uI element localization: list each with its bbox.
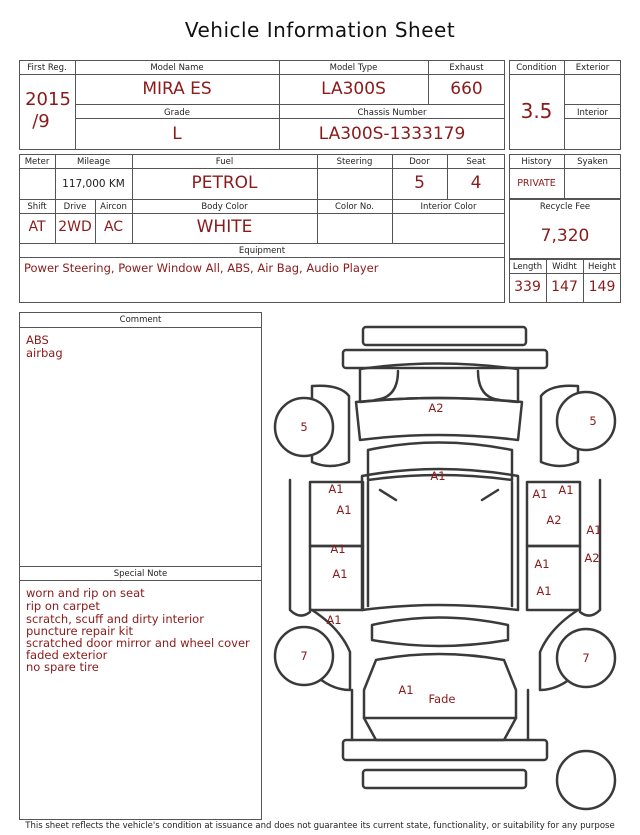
first-reg-month: /9 [32,111,50,132]
left-front-door-damage: A1 [330,542,346,556]
rear-fade-label: Fade [428,692,456,706]
left-rear-door-damage: A1 [326,613,342,627]
right-rear-door-damage-b: A1 [536,584,552,598]
seat-value: 4 [470,173,482,193]
special-note-line: puncture repair kit [26,624,134,638]
syaken-header: Syaken [577,157,608,167]
first-reg-year: 2015 [25,89,71,110]
model-name-value: MIRA ES [142,79,212,99]
disclaimer-footer: This sheet reflects the vehicle's condition at issuance and does not guarantee its current state, functionality, or suitability for any purpose [25,821,615,831]
exhaust-header: Exhaust [449,63,484,73]
exterior-header: Exterior [575,63,610,73]
body-color-header: Body Color [201,202,248,212]
aircon-value: AC [103,219,124,235]
color-no-header: Color No. [334,202,374,212]
first-reg-header: First Reg. [27,63,67,73]
right-front-door-damage: A2 [546,513,562,527]
special-note-header: Special Note [113,569,168,579]
history-value: PRIVATE [517,178,556,189]
hood-damage-label: A2 [428,401,444,415]
width-header: Widht [552,262,577,272]
special-note-line: scratch, scuff and dirty interior [26,612,204,626]
recycle-fee-value: 7,320 [540,226,590,246]
grade-header: Grade [164,108,190,118]
height-value: 149 [588,279,616,295]
special-note-line: rip on carpet [26,599,100,613]
right-edge-damage-a: A1 [586,523,602,537]
interior-header: Interior [576,108,608,118]
special-note-line: faded exterior [26,648,108,662]
left-fender-damage-b: A1 [336,503,352,517]
chassis-header: Chassis Number [357,108,427,118]
condition-value: 3.5 [520,99,553,123]
rear-damage-label: A1 [398,683,414,697]
tire-rear-right-label: 7 [582,651,590,665]
left-fender-damage-a: A1 [328,482,344,496]
comment-header: Comment [119,315,162,325]
door-header: Door [409,157,430,167]
length-value: 339 [514,279,541,295]
condition-header: Condition [516,63,557,73]
equipment-value: Power Steering, Power Window All, ABS, Air Bag, Audio Player [24,261,379,275]
seat-header: Seat [466,157,486,167]
steering-header: Steering [336,157,373,167]
fuel-value: PETROL [191,173,258,193]
exhaust-value: 660 [450,79,483,99]
tire-front-right-label: 5 [589,414,597,428]
model-name-header: Model Name [150,63,204,73]
model-type-header: Model Type [329,63,378,73]
special-note-line: no spare tire [26,660,99,674]
fuel-header: Fuel [215,157,234,167]
tire-rear-left-label: 7 [300,649,308,663]
windshield-damage-label: A1 [430,469,446,483]
sheet-title: Vehicle Information Sheet [184,18,456,42]
meter-header: Meter [24,157,50,167]
right-edge-damage-b: A2 [584,551,600,565]
car-damage-diagram [265,318,625,818]
right-fender-damage-a: A1 [532,487,548,501]
chassis-value: LA300S-1333179 [318,124,466,144]
comment-line: airbag [26,346,63,360]
right-rear-door-damage-a: A1 [534,557,550,571]
body-color-value: WHITE [196,217,253,237]
width-value: 147 [551,279,578,295]
aircon-header: Aircon [100,202,127,212]
drive-header: Drive [63,202,87,212]
comment-line: ABS [26,333,49,347]
right-fender-damage-b: A1 [558,483,574,497]
drive-value: 2WD [58,219,92,235]
special-note-line: worn and rip on seat [26,586,145,600]
grade-value: L [172,124,182,144]
recycle-fee-header: Recycle Fee [539,202,591,212]
model-type-value: LA300S [321,79,386,99]
height-header: Height [587,262,617,272]
mileage-header: Mileage [76,157,111,167]
interior-color-header: Interior Color [420,202,477,212]
left-sill-damage: A1 [332,567,348,581]
door-value: 5 [414,173,425,193]
tire-front-left-label: 5 [300,420,308,434]
shift-value: AT [28,219,46,235]
shift-header: Shift [27,202,47,212]
equipment-header: Equipment [238,246,286,256]
history-header: History [521,157,552,167]
mileage-value: 117,000 KM [62,178,125,190]
special-note-line: scratched door mirror and wheel cover [26,636,250,650]
length-header: Length [512,262,543,272]
